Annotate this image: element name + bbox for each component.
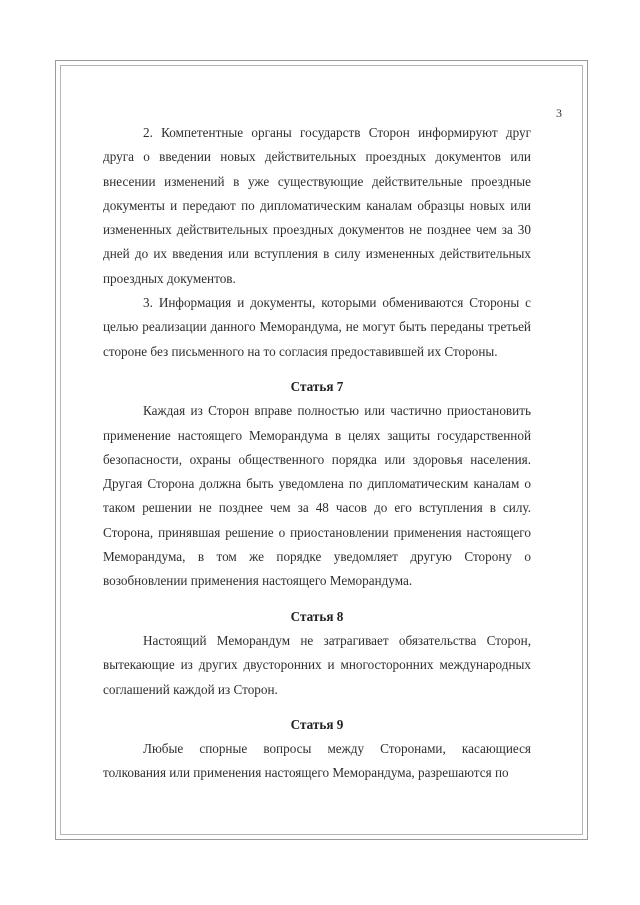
article-9-text: Любые спорные вопросы между Сторонами, касающиеся толкования или применения настоящего Меморандума, разрешаются по <box>103 741 531 781</box>
paragraph-2: 2. Компетентные органы государств Сторон информируют друг друга о введении новых действительных проездных документов или внесении изменений в уже существующие действительные проездные документы и передают по дипломатическим каналам образцы новых или измененных действительных проездных документов не позднее чем за 30 дней до их введения или вступления в силу измененных действительных проездных документов. <box>103 125 531 286</box>
article-9-heading: Статья 9 <box>290 716 344 732</box>
article-7-text: Каждая из Сторон вправе полностью или частично приостановить применение настоящего Меморандума в целях защиты государственной безопасности, охраны общественного порядка или здоровья населения. Другая Сторона должна быть уведомлена по дипломатическим каналам о таком решении не позднее чем за 48 часов до его вступления в силу. Сторона, принявшая решение о приостановлении применения настоящего Меморандума, в том же порядке уведомляет другую Сторону о возобновлении применения настоящего Меморандума. <box>103 403 531 589</box>
article-8-heading: Статья 8 <box>290 608 344 624</box>
article-7-heading: Статья 7 <box>290 378 344 394</box>
page-number: 3 <box>556 106 562 120</box>
document-body <box>103 121 531 786</box>
paragraph-3: 3. Информация и документы, которыми обмениваются Стороны с целью реализации данного Меморандума, не могут быть переданы третьей стороне без письменного на то согласия предоставившей их Стороны. <box>103 295 531 359</box>
article-8-text: Настоящий Меморандум не затрагивает обязательства Сторон, вытекающие из других двусторонних и многосторонних международных соглашений каждой из Сторон. <box>103 632 531 697</box>
